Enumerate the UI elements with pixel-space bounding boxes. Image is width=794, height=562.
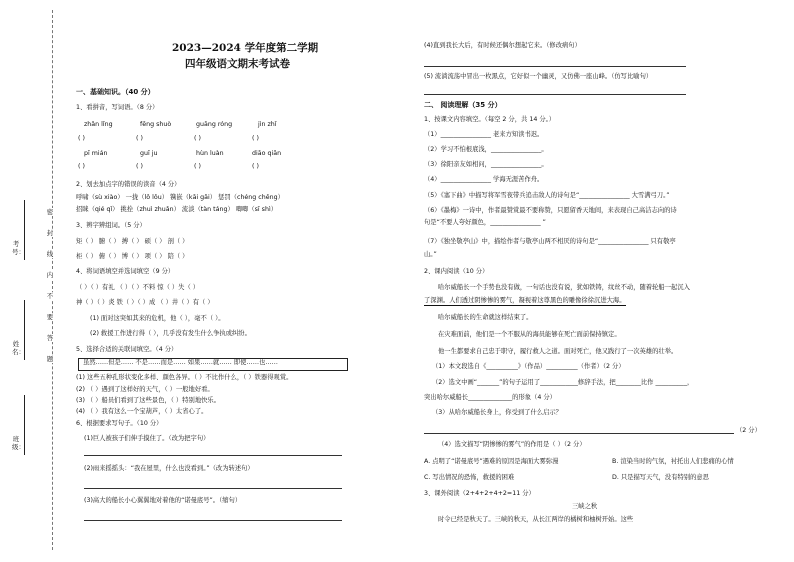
section-reading: 二、 阅读理解（35 分） (424, 101, 502, 109)
passage-paragraph-underlined: 了深渊。人们透过阴惨惨的雾气，凝视着这尊黑色的雕像徐徐沉进大海。 (424, 297, 626, 304)
reading-q2-sub-2b: 突出哈尔威船长______________的形象（4 分） (424, 394, 556, 401)
reading-q1-line-5: （5）《塞下曲》中描写将军雪夜带兵追击敌人的诗句是“________________ 大雪满弓刀。” (424, 192, 670, 199)
name-label: 姓名： (12, 340, 25, 356)
question-6-line-1: (1)巨人被孩子们伸手摸住了。（改为把字句） (84, 435, 210, 442)
question-5-line-3: (3) （ ）船员们看到了这些景色，（ ）特别地快乐。 (76, 397, 221, 404)
answer-blank[interactable]: ( ) (78, 135, 85, 142)
exam-title: 四年级语文期末考试卷 (185, 58, 290, 70)
answer-line[interactable] (424, 94, 686, 95)
pinyin: diāo qiān (252, 150, 282, 157)
question-6-line-3: (3)高大的船长小心翼翼地对着他的“诺曼底号”。（缩句） (84, 497, 242, 504)
question-4-line-3: (1) 面对这突如其来的危机，他（ ），毫不（ ）。 (90, 315, 225, 322)
answer-blank[interactable]: ( ) (194, 163, 201, 170)
pinyin: pī mián (84, 150, 108, 157)
question-6-line-2: (2)雨来摇摇头：“我在屋里，什么也没看到。”（改为转述句） (84, 465, 254, 472)
pinyin: guāng róng (196, 121, 233, 128)
seal-char: 线 (46, 250, 54, 258)
answer-line[interactable] (424, 433, 734, 434)
question-6: 6、根据要求写句子。（10 分） (76, 420, 163, 427)
question-2-line-2: 招睐（qié qǐ） 挑拴（zhuì zhuǎn） 流淡（tàn táng） 唧唧（sī shì） (76, 206, 277, 213)
rewrite-sentence-4: (4)直到我长大后，有时候还偶尔想起它来。（修改病句） (424, 42, 581, 49)
answer-blank[interactable]: ( ) (252, 163, 259, 170)
answer-blank[interactable]: ( ) (194, 135, 201, 142)
exam-title-year: 2023—2024 学年度第二学期 (172, 42, 319, 54)
seal-char: 封 (46, 229, 54, 237)
question-5: 5、选择合适的关联词填空。（4 分） (76, 346, 178, 353)
question-2: 2、划去加点字的错误的读音（4 分） (76, 181, 181, 188)
seal-char: 题 (46, 355, 54, 363)
seal-char: 内 (46, 271, 54, 279)
passage-paragraph: 哈尔威船长一个手势也没有做，一句话也没有说，犹如铁铸，纹丝不动，随着轮船一起沉入 (438, 284, 690, 291)
pinyin: hùn luàn (196, 150, 224, 157)
answer-blank[interactable]: ( ) (136, 135, 143, 142)
reading-q1: 1、按课文内容填空。（每空 2 分，共 14 分。） (424, 116, 556, 123)
exam-number-line (24, 200, 25, 260)
reading-q1-line-6b: 句是“不要人夸好颜色，________________ ” (424, 219, 546, 226)
class-label: 班级： (12, 435, 25, 451)
reading-q1-line-3: （3）徐阳亲友如相问，________________。 (424, 161, 548, 168)
question-4-line-2: 神（ ）（ ）炎 铁（ ）（ ）成 （ ）井（ ）有（ ） (76, 299, 214, 306)
name-line (24, 300, 25, 360)
reading-q2-sub-3: （3）从哈尔威船长身上，你受到了什么启示？ (432, 409, 562, 416)
question-3: 3、辨字辨组词。（5 分） (76, 222, 146, 229)
answer-line[interactable] (424, 66, 686, 67)
answer-line[interactable] (84, 520, 342, 521)
score-note: （2 分） (736, 427, 761, 434)
reading-q2-sub-4: （4）选文描写“阴惨惨的雾气”的作用是（ ）（2 分） (438, 441, 586, 448)
reading-q2-sub-2: （2）选文中画“_______”的句子运用了____________修辞手法，把________比作 __________， (432, 379, 694, 386)
question-3-line-2: 柜（ ） 俯（ ） 博（ ） 项（ ） 陪（ ） (76, 253, 189, 260)
question-4: 4、将词语填空并选词填空（9 分） (76, 268, 175, 275)
question-5-line-2: (2) （ ）遇到了这样好的天气，（ ）一般地好看。 (76, 386, 214, 393)
seal-char: 密 (46, 208, 54, 216)
answer-blank[interactable]: ( ) (78, 163, 85, 170)
reading-q2: 2、课内阅读（10 分） (424, 268, 489, 275)
question-1: 1、看拼音，写词语。（8 分） (76, 104, 159, 111)
seal-char: 不 (46, 292, 54, 300)
option-b[interactable]: B. 渲染当时的气氛，衬托出人们悲痛的心情 (612, 458, 734, 465)
question-2-line-1: 呼啸（sù xiào） 一拢（lǒ lǒu） 镌嵌（kāi gāi） 惩罚（chéng chěng） (76, 194, 284, 201)
question-5-line-4: (4) （ ）我有这么一个宝葫芦，（ ）太省心了。 (76, 408, 208, 415)
pinyin: guī ju (140, 150, 158, 157)
reading-q1-line-7: （7）《独坐敬亭山》中，描绘作者与敬亭山两不相厌的诗句是“________________ 只有敬亭 (424, 238, 676, 245)
reading-q1-line-1: （1）________________ 老来方知读书迟。 (424, 131, 544, 138)
passage-title: 三峡之秋 (572, 503, 598, 510)
class-line (24, 395, 25, 455)
passage-paragraph: 在灾难面前，他们是一个不服从的海员能够在死亡面前保持镇定。 (438, 331, 621, 338)
question-5-line-1: (1) 这些五种孔形状变化多样、颜色各异。（ ）不比作什么，（ ）铁器得观赏。 (76, 374, 293, 381)
reading-q1-line-2: （2）学习不怕根底浅，________________。 (424, 146, 548, 153)
question-4-line-4: (2) 救援工作进行得（ ），几乎没有发生什么争执或纠纷。 (90, 330, 251, 337)
answer-blank[interactable]: ( ) (252, 135, 259, 142)
passage-paragraph: 哈尔威船长的生命就这样结束了。 (438, 314, 533, 321)
seal-char: 答 (46, 334, 54, 342)
seal-text (46, 208, 58, 376)
answer-line[interactable] (84, 455, 342, 456)
pinyin: fēng shuò (140, 121, 172, 128)
reading-q1-line-4: （4）________________ 学海无涯苦作舟。 (424, 176, 544, 183)
passage-paragraph: 时令已经是秋天了。三峡的秋天，从长江两岸的橘树和柚树开始。这些 (438, 516, 634, 523)
conjunction-options-box: 虽然……但是…… 不是……而是…… 如果……就…… 即使……也…… (78, 358, 348, 371)
reading-q3: 3、课外阅读（2+4+2+4+2=11 分） (424, 490, 535, 497)
pinyin: zhǎn lǐng (84, 121, 113, 128)
question-3-line-1: 矩（ ） 腑（ ） 搏（ ） 硕（ ） 剖（ ） (76, 238, 189, 245)
answer-line[interactable] (84, 488, 342, 489)
answer-blank[interactable]: ( ) (136, 163, 143, 170)
question-4-line-1: （ ）（ ）有礼 （ ）（ ）不料 惊（ ）失（ ） (76, 284, 200, 291)
reading-q1-line-7b: 山。” (424, 251, 437, 258)
option-a[interactable]: A. 点明了“诺曼底号”遇难的原因是海面大雾弥漫 (424, 458, 559, 465)
option-d[interactable]: D. 只是描写天气，没有特别的意思 (612, 474, 710, 481)
exam-number-label: 考号： (12, 240, 25, 256)
seal-char: 要 (46, 313, 54, 321)
option-c[interactable]: C. 写出情况的恐怖，救援的困难 (424, 474, 515, 481)
reading-q1-line-6: （6）《墨梅》一诗中，作者最赞赏最不要称赞，只愿留香天地间，来表现自己高洁志向的诗 (424, 207, 677, 214)
passage-paragraph: 他一生都要求自己忠于职守，履行救人之道。面对死亡，他又践行了一次英雄的壮举。 (438, 348, 678, 355)
rewrite-sentence-5: (5) 流淌流荡中冒出一枚黑点，它好似一个幽灵，又仿佛一座山峰。（仿写比喻句） (424, 73, 653, 80)
reading-q2-sub-1: （1）本文段选自《__________》（作品）__________（作者）（2 分） (432, 363, 625, 370)
pinyin: jìn zhǐ (258, 121, 277, 128)
section-basic-knowledge: 一、基础知识。（40 分） (76, 88, 155, 96)
